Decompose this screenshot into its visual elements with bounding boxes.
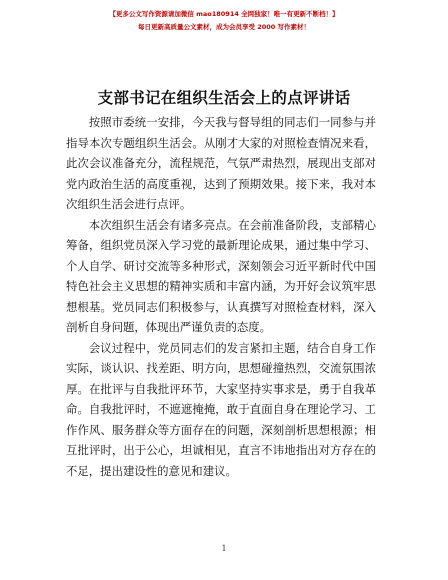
promo-banner bbox=[0, 8, 448, 34]
paragraph-3: 会议过程中，党员同志们的发言紧扣主题，结合自身工作实际，谈认识、找差距、明方向，思想碰撞热烈，交流氛围浓厚。在批评与自我批评环节，大家坚持实事求是，勇于自我革命。自我批评时，不遮遮掩掩，敢于直面自身在理论学习、工作作风、服务群众等方面存在的问题，深刻剖析思想根源；相互批评时，出于公心，坦诚相见，直言不讳地指出对方存在的不足，提出建设性的意见和建议。 bbox=[66, 340, 376, 478]
promo-line-1: 【更多公文写作资源请加微信 mao180914 全网独家！唯一有更新不断档！】 bbox=[109, 10, 339, 18]
paragraph-1: 按照市委统一安排，今天我与督导组的同志们一同参与并指导本次专题组织生活会。从刚才大家的对照检查情况来看，此次会议准备充分，流程规范，气氛严肃热烈，展现出支部对党内政治生活的高度重视，达到了预期效果。接下来，我对本次组织生活会进行点评。 bbox=[66, 115, 376, 211]
promo-line-2: 每日更新高质量公文素材，成为会员享受 2000 写作素材！ bbox=[137, 23, 311, 31]
document-title: 支部书记在组织生活会上的点评讲话 bbox=[97, 89, 351, 107]
document-body bbox=[66, 112, 376, 481]
paragraph-2: 本次组织生活会有诸多亮点。在会前准备阶段，支部精心筹备，组织党员深入学习党的最新理论成果，通过集中学习、个人自学、研讨交流等多种形式，深刻领会习近平新时代中国特色社会主义思想的精神实质和丰富内涵，为开好会议筑牢思想根基。党员同志们积极参与，认真撰写对照检查材料，深入剖析自身问题，体现出严谨负责的态度。 bbox=[66, 217, 376, 334]
page-number: 1 bbox=[221, 544, 227, 553]
